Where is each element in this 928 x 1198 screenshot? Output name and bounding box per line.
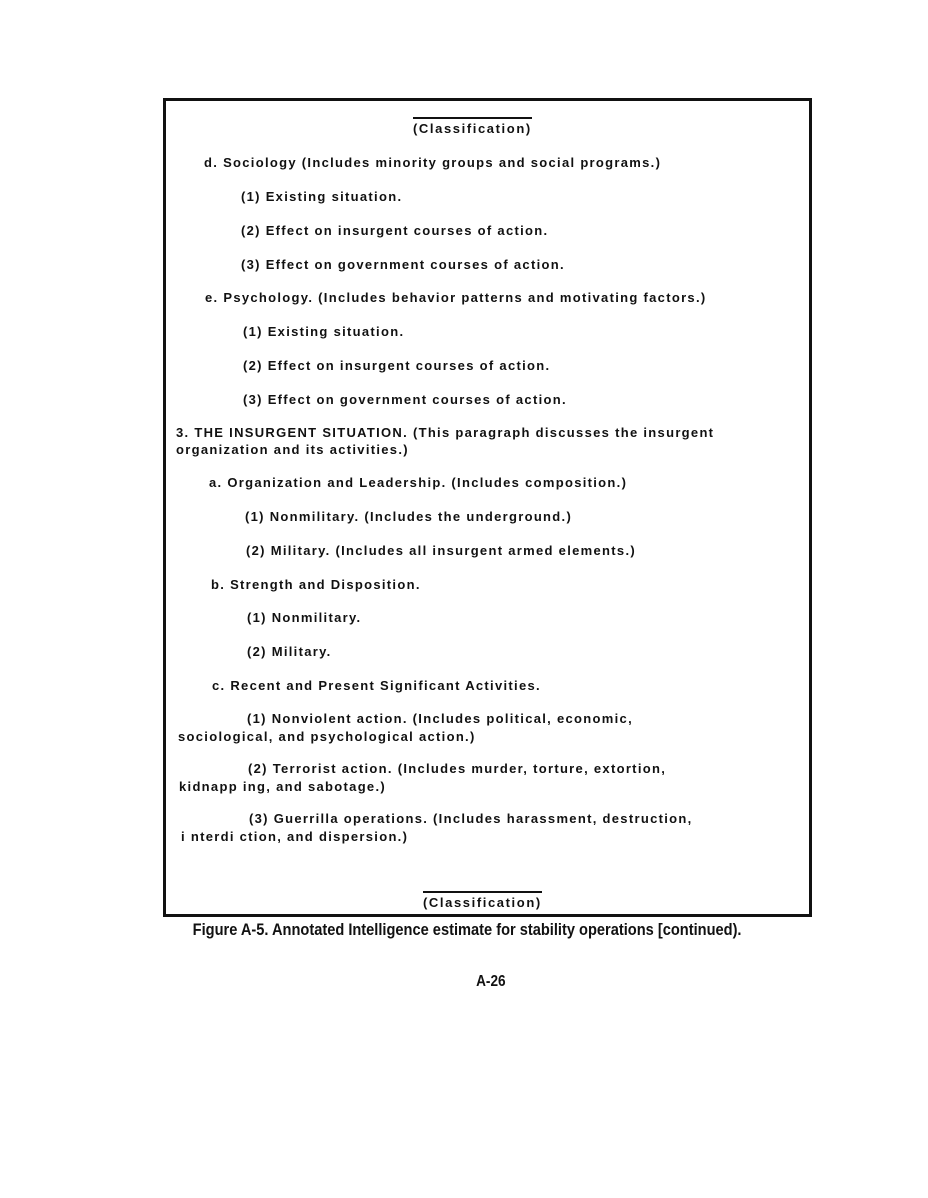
- sociology-item-3: (3) Effect on government courses of action.: [241, 257, 565, 272]
- psychology-item-2: (2) Effect on insurgent courses of action.: [243, 358, 551, 373]
- activities-item-1: (1) Nonviolent action. (Includes political, economic,: [247, 711, 633, 726]
- activities-heading: c. Recent and Present Significant Activities.: [212, 678, 541, 693]
- strength-item-2: (2) Military.: [247, 644, 332, 659]
- strength-item-1: (1) Nonmilitary.: [247, 610, 362, 625]
- insurgent-situation-heading: 3. THE INSURGENT SITUATION. (This paragraph discusses the insurgent: [176, 425, 715, 440]
- strength-heading: b. Strength and Disposition.: [211, 577, 421, 592]
- page-number: A-26: [476, 973, 506, 990]
- sociology-heading: d. Sociology (Includes minority groups and social programs.): [204, 155, 662, 170]
- sociology-item-2: (2) Effect on insurgent courses of action.: [241, 223, 549, 238]
- activities-item-2: (2) Terrorist action. (Includes murder, torture, extortion,: [248, 761, 667, 776]
- activities-item-1-cont: sociological, and psychological action.): [178, 729, 476, 744]
- figure-caption: Figure A-5. Annotated Intelligence estimate for stability operations [continued).: [192, 920, 742, 939]
- psychology-heading: e. Psychology. (Includes behavior patterns and motivating factors.): [205, 290, 707, 305]
- organization-heading: a. Organization and Leadership. (Includes composition.): [209, 475, 628, 490]
- classification-top: (Classification): [413, 117, 532, 137]
- sociology-item-1: (1) Existing situation.: [241, 189, 403, 204]
- insurgent-situation-heading-cont: organization and its activities.): [176, 442, 409, 457]
- organization-item-2: (2) Military. (Includes all insurgent armed elements.): [246, 543, 636, 558]
- psychology-item-3: (3) Effect on government courses of action.: [243, 392, 567, 407]
- organization-item-1: (1) Nonmilitary. (Includes the underground.): [245, 509, 573, 524]
- activities-item-3-cont: i nterdi ction, and dispersion.): [181, 829, 409, 844]
- psychology-item-1: (1) Existing situation.: [243, 324, 405, 339]
- classification-bottom: (Classification): [423, 891, 542, 911]
- activities-item-2-cont: kidnapp ing, and sabotage.): [179, 779, 387, 794]
- activities-item-3: (3) Guerrilla operations. (Includes harassment, destruction,: [249, 811, 693, 826]
